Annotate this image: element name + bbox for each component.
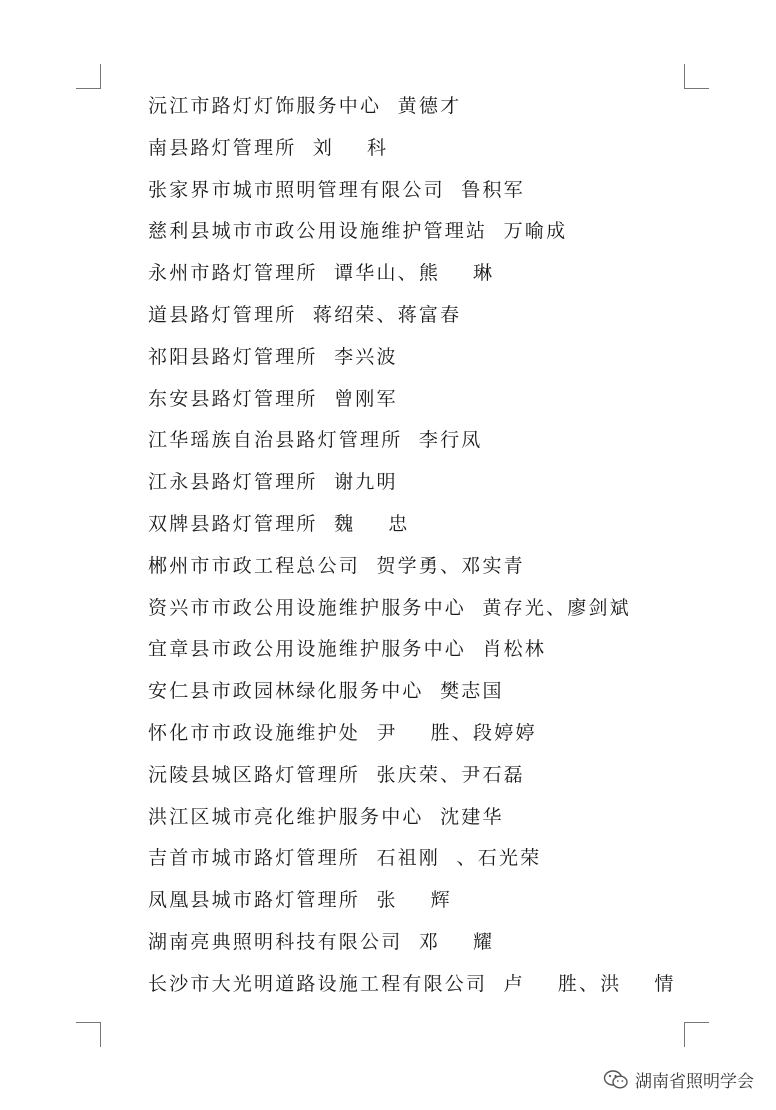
- list-item: 江永县路灯管理所 谢九明: [148, 471, 398, 494]
- crop-mark-top-left: [76, 64, 101, 89]
- list-item: 洪江区城市亮化维护服务中心 沈建华: [148, 805, 504, 828]
- crop-mark-bottom-right: [684, 1022, 709, 1047]
- list-item: 慈利县城市市政公用设施维护管理站 万喻成: [148, 220, 568, 243]
- list-item: 湖南亮典照明科技有限公司 邓 耀: [148, 930, 495, 953]
- watermark: [603, 1067, 754, 1092]
- list-item: 怀化市市政设施维护处 尹 胜、段婷婷: [148, 721, 537, 744]
- watermark-text: 湖南省照明学会: [635, 1072, 754, 1092]
- list-item: 祁阳县路灯管理所 李兴波: [148, 345, 398, 368]
- list-item: 双牌县路灯管理所 魏 忠: [148, 512, 410, 535]
- list-item: 南县路灯管理所 刘 科: [148, 136, 389, 159]
- list-item: 郴州市市政工程总公司 贺学勇、邓实青: [148, 554, 525, 577]
- list-item: 东安县路灯管理所 曾刚军: [148, 387, 398, 410]
- list-item: 道县路灯管理所 蒋绍荣、蒋富春: [148, 303, 462, 326]
- list-item: 资兴市市政公用设施维护服务中心 黄存光、廖剑斌: [148, 596, 631, 619]
- list-item: 永州市路灯管理所 谭华山、熊 琳: [148, 262, 495, 285]
- list-item: 吉首市城市路灯管理所 石祖刚 、石光荣: [148, 847, 542, 870]
- list-item: 凤凰县城市路灯管理所 张 辉: [148, 889, 452, 912]
- list-item: 宜章县市政公用设施维护服务中心 肖松林: [148, 638, 547, 661]
- wechat-icon: [603, 1069, 629, 1091]
- list-item: 沅江市路灯灯饰服务中心 黄德才: [148, 95, 462, 117]
- crop-mark-bottom-left: [76, 1022, 101, 1047]
- list-item: 安仁县市政园林绿化服务中心 樊志国: [148, 680, 504, 703]
- list-item: 江华瑶族自治县路灯管理所 李行凤: [148, 429, 483, 452]
- crop-mark-top-right: [684, 64, 709, 89]
- entry-list: [148, 86, 676, 1006]
- list-item: 张家界市城市照明管理有限公司 鲁积军: [148, 178, 525, 201]
- list-item: 长沙市大光明道路设施工程有限公司 卢 胜、洪 情: [148, 972, 676, 995]
- list-item: 沅陵县城区路灯管理所 张庆荣、尹石磊: [148, 763, 525, 786]
